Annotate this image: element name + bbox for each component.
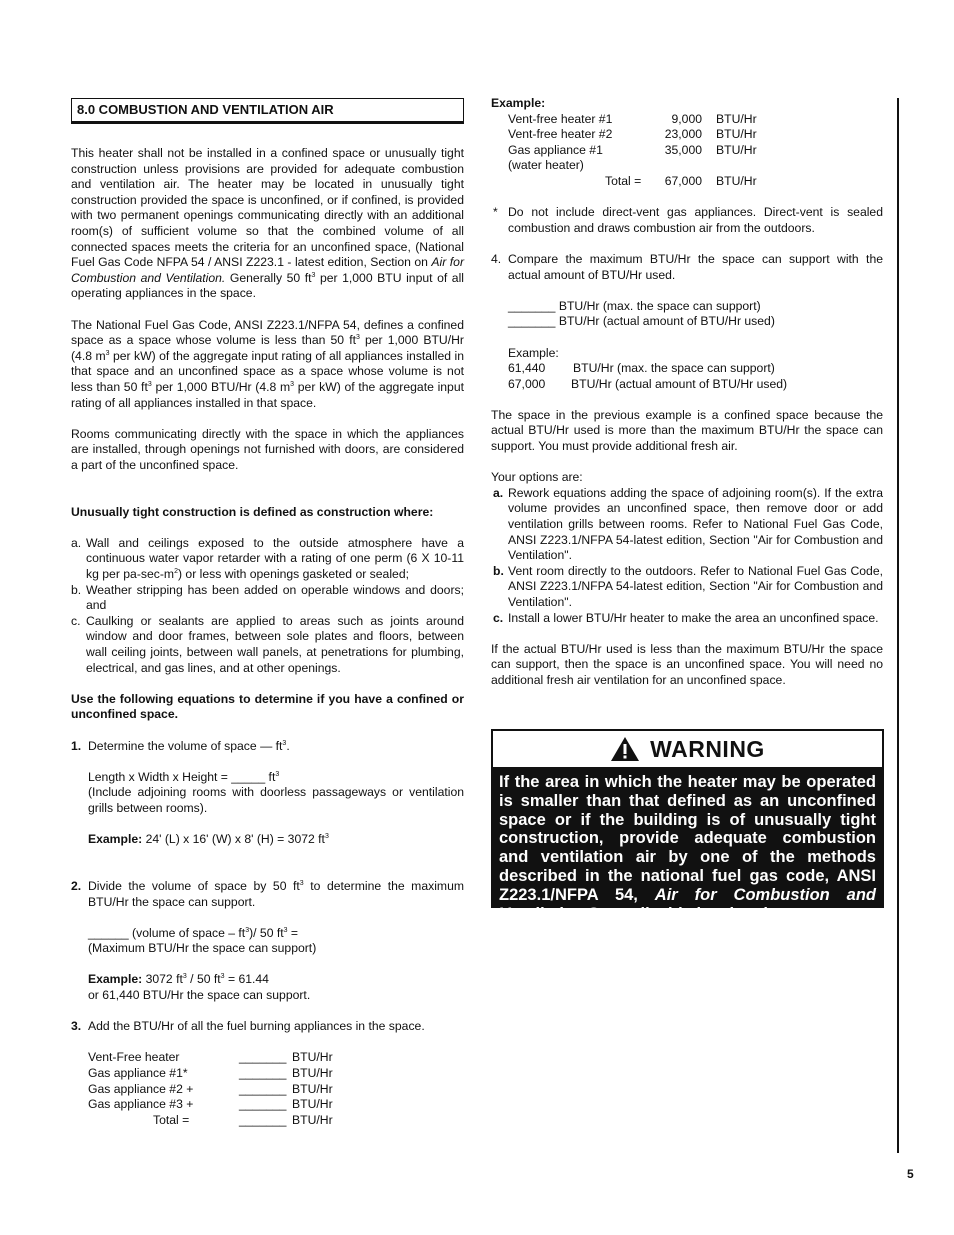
example-heading: Example: [491,96,546,110]
paragraph-unconfined-result: If the actual BTU/Hr used is less than the maximum BTU/Hr the space can support, then the space is an unconfined space. You will need no additional fresh air ventilation for an unconfined space. [491,641,883,687]
option-c: c. Install a lower BTU/Hr heater to make the area an unconfined space. [493,610,879,625]
table-row: Gas appliance #3 + _______ BTU/Hr [88,1097,333,1112]
step-3: 3. Add the BTU/Hr of all the fuel burning appliances in the space. Vent-Free heater _______ BTU/Hr Gas appliance #1* _______ BTU/Hr Gas appliance #2 + _______ BTU/Hr Gas appliance #3 + _______ BTU/Hr Total = _______ BTU/Hr [71,1019,464,1128]
example-table [491,112,883,190]
tight-item-a: a. Wall and ceilings exposed to the outside atmosphere have a continuous water vapor retarder with a rating of one perm (6 X 10-11 kg per $pa-\sec-m^2$) or less with openings gasketed or sealed; [71,535,464,582]
warning-body: If the area in which the heater may be operated is smaller than that defined as an unconfined space or if the building is of unusually tight construction, provide adequate combustion and ventilation air by one of the methods described in the national fuel gas code, ANSI Z223.1/NFPA 54, Air for Combustion and Ventilation Or applicable local codes. [493,767,882,906]
page-margin-rule [897,98,899,1153]
tight-item-b: b. Weather stripping has been added on operable windows and doors; and [71,582,464,613]
footnote-direct-vent: * Do not include direct-vent gas appliances. Direct-vent is sealed combustion and draws combustion air from the outdoors. [493,205,883,235]
table-row: (water heater) [508,158,584,173]
options-heading: Your options are: [491,470,583,485]
table-row: Gas appliance #1 35,000 BTU/Hr [508,142,757,157]
option-b: b. Vent room directly to the outdoors. Refer to National Fuel Gas Code, ANSI Z223.1/NFPA 54-latest edition, Section "Air for Combustion and Ventilation". [493,563,883,609]
tight-construction-heading: Unusually tight construction is defined as construction where: [71,504,434,519]
step-2: 2. Divide the volume of space by 50 $ft^3$ to determine the maximum BTU/Hr the space can support. ______ (volume of space – $ft^3)/$ 50 $ft^3$ = (Maximum BTU/Hr the space can support) Example: 3072 $ft^3 / 50$ $ft^3 = 61.44$ or 61,440 BTU/Hr the space can support. [71,878,464,1003]
table-row: Vent-free heater #1 9,000 BTU/Hr [508,111,757,126]
paragraph-confined-definition: The National Fuel Gas Code, ANSI Z223.1/NFPA 54, defines a confined space as a space whose volume is less than 50 $ft^3$ per 1,000 BTU/Hr (4.8 $m^3$ per kW) of the aggregate input rating of all appliances installed in that space and an unconfined space as a space whose volume is not less than 50 $ft^3$ per 1,000 BTU/Hr (4.8 $m^3$ per kW) of the aggregate input rating of all appliances installed in that space. [71,317,464,410]
table-row: Gas appliance #2 + _______ BTU/Hr [88,1081,333,1096]
table-row: Vent-Free heater _______ BTU/Hr [88,1050,333,1065]
left-column [71,98,464,1128]
appliance-table [88,1050,464,1128]
right-column [491,96,883,689]
warning-triangle-icon [610,736,640,762]
equations-heading: Use the following equations to determine if you have a confined or unconfined space. [71,691,464,722]
warning-box [491,729,884,923]
page-number: 5 [907,1167,914,1181]
section-heading: 8.0 COMBUSTION AND VENTILATION AIR [71,98,464,122]
table-row: Vent-free heater #2 23,000 BTU/Hr [508,127,757,142]
paragraph-confined-space-intro: This heater shall not be installed in a confined space or unusually tight construction unless provisions are provided for adequate combustion and ventilation air. The heater may be located in unusually tight construction provided the space is unconfined, or if confined, is provided with two permanent openings communicating directly with an additional room(s) of sufficient volume so that the combined volume of all connected spaces meets the criteria for an unconfined space, (National Fuel Gas Code NFPA 54 / ANSI Z223.1 - latest edition, Section on Air for Combustion and Ventilation. Generally 50 $ft^3$ per 1,000 BTU input of all operating appliances in the space. [71,146,464,301]
section-heading-underline [71,122,464,124]
step-4: 4. Compare the maximum BTU/Hr the space can support with the actual amount of BTU/Hr used. _______ BTU/Hr (max. the space can support) _______ BTU/Hr (actual amount of BTU/Hr used) Example: 61,440 BTU/Hr (max. the space can support) 67,000 BTU/Hr (actual amount of BTU/Hr used) [491,251,883,391]
paragraph-communicating-rooms: Rooms communicating directly with the space in which the appliances are installed, through openings not furnished with doors, are considered a part of the unconfined space. [71,426,464,472]
table-row: Total = _______ BTU/Hr [153,1112,333,1127]
table-row-total: Total = 67,000 BTU/Hr [605,173,757,188]
tight-item-c: c. Caulking or sealants are applied to areas such as joints around window and door frames, between sole plates and floors, between wall ceiling joints, between wall panels, at penetrations for plumbing, electrical, and gas lines, and at other openings. [71,613,464,675]
paragraph-confined-example: The space in the previous example is a confined space because the actual BTU/Hr used is more than the maximum BTU/Hr the space can support. You must provide additional fresh air. [491,407,883,454]
table-row: Gas appliance #1* _______ BTU/Hr [88,1066,333,1081]
step-1: 1. Determine the volume of space — $ft^3$. Length x Width x Height = _____ $ft^3$ (Include adjoining rooms with doorless passageways or ventilation grills between rooms). Example: 24' (L) x 16' (W) x 8' (H) = 3072 $ft^3$ [71,738,464,847]
option-a: a. Rework equations adding the space of adjoining room(s). If the extra volume provides an unconfined space, then remove door or add ventilation grills between rooms. Refer to National Fuel Gas Code, ANSI Z223.1/NFPA 54-latest edition, Section "Air for Combustion and Ventilation". [493,485,883,563]
warning-title: WARNING [493,731,882,767]
